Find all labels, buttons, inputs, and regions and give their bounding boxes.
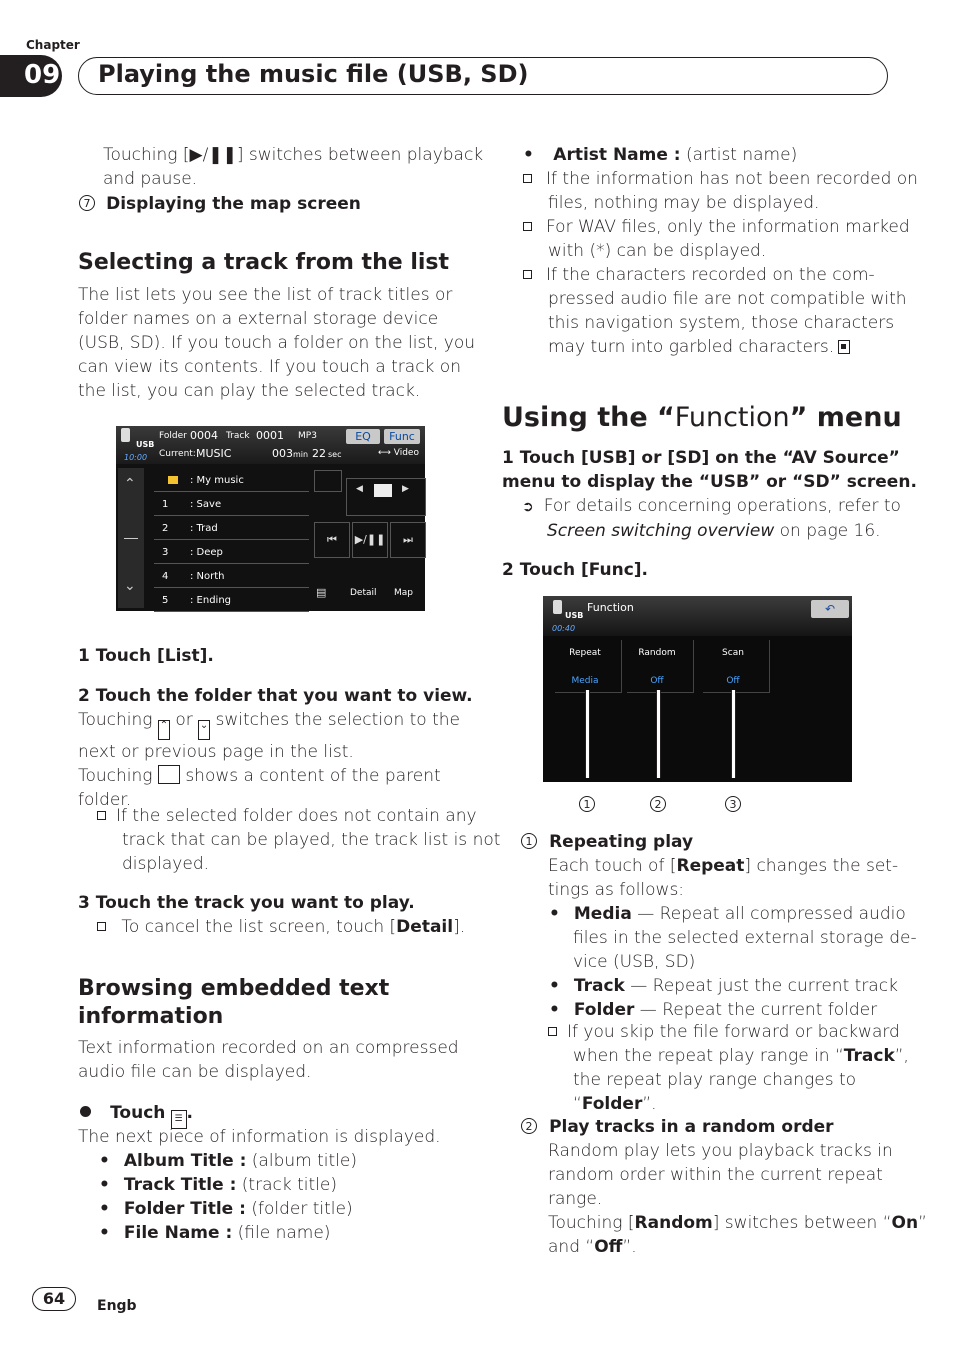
option-label: Random <box>638 648 676 658</box>
repeat-option <box>549 974 917 998</box>
page-down-icon: ⌄ <box>198 720 210 740</box>
map-button[interactable]: Map <box>394 588 413 598</box>
artist-item: • Artist Name : (artist name) <box>523 145 798 165</box>
text: may turn into garbled characters. <box>548 337 835 357</box>
option-desc-line: files in the selected external storage de- <box>573 928 917 948</box>
step-2-note <box>97 804 500 876</box>
end-mark-fill <box>841 344 846 349</box>
text: Track <box>843 1046 895 1066</box>
text: For details concerning operations, refer to <box>543 496 901 516</box>
body-line: Text information recorded on an compressed <box>78 1038 459 1058</box>
note-icon <box>548 1027 557 1036</box>
text: Detail <box>396 917 454 937</box>
usb-icon <box>121 428 130 442</box>
text: Repeat <box>676 856 745 876</box>
track-title: : Ending <box>190 595 232 606</box>
back-icon[interactable]: ↶ <box>811 600 849 618</box>
text: Touching [ <box>548 1213 635 1233</box>
text: . <box>186 1103 193 1123</box>
note-line <box>523 167 918 191</box>
bullet-icon <box>80 1106 91 1117</box>
page-down-icon[interactable]: ⌄ <box>124 578 136 594</box>
note-line <box>523 239 918 263</box>
current-label: Current: <box>159 449 196 459</box>
text: (artist name) <box>680 145 798 165</box>
track-title: : North <box>190 571 225 582</box>
section-heading <box>78 975 389 1031</box>
step-1 <box>502 446 917 494</box>
text: Random <box>634 1213 713 1233</box>
text: next or previous page in the list. <box>78 742 354 762</box>
text-info-icon: ☰ <box>171 1110 187 1129</box>
note-line <box>523 191 918 215</box>
option-label: Scan <box>722 648 744 658</box>
text: On <box>891 1213 919 1233</box>
intro-line: and pause. <box>103 169 198 189</box>
text: Artist Name : <box>553 145 681 165</box>
text: random order within the current repeat <box>548 1165 883 1185</box>
step-2: 2 Touch the folder that you want to view. <box>78 686 473 706</box>
item-7 <box>79 192 361 216</box>
option-label: Repeat <box>569 648 601 658</box>
item-heading: Play tracks in a random order <box>549 1117 834 1137</box>
text: switches the selection to the <box>215 710 460 730</box>
callout-number: 3 <box>725 796 741 812</box>
folder-icon <box>168 476 178 484</box>
callout-line <box>656 690 661 778</box>
text: ” <box>918 1213 927 1233</box>
callout-number: 1 <box>579 796 595 812</box>
callout-line <box>731 690 736 778</box>
note-icon <box>523 222 532 231</box>
list-item[interactable] <box>154 542 309 564</box>
text-info-icon[interactable]: ▤ <box>316 586 327 599</box>
text: Folder <box>581 1094 643 1114</box>
step-3-note <box>97 915 465 939</box>
parent-folder-icon <box>158 765 180 784</box>
text: For WAV files, only the information marked <box>546 217 910 237</box>
callout-number: 2 <box>650 796 666 812</box>
option-random[interactable] <box>627 640 694 693</box>
list-item[interactable] <box>154 494 309 516</box>
text: track that can be played, the track list is not <box>122 830 501 850</box>
item-label: Album Title : <box>123 1151 247 1171</box>
text: Off <box>594 1237 623 1257</box>
track-title: : My music <box>190 475 244 486</box>
text: files, nothing may be displayed. <box>548 193 820 213</box>
option-desc: — Repeat all compressed audio <box>631 904 906 924</box>
page-up-icon: ⌃ <box>158 720 170 740</box>
bullet-icon: • <box>549 904 560 924</box>
repeat-option <box>549 998 917 1022</box>
info-item <box>99 1197 357 1221</box>
note-line <box>97 828 500 852</box>
track-number: 2 <box>162 523 169 534</box>
divider <box>124 538 138 539</box>
text: or <box>175 710 193 730</box>
text: To cancel the list screen, touch [ <box>121 917 397 937</box>
callout-3 <box>725 795 741 814</box>
callout-line <box>585 690 590 778</box>
text: ”, <box>894 1046 909 1066</box>
body-line: folder names on a external storage device <box>78 309 439 329</box>
callout-1 <box>579 795 595 814</box>
page-number: 64 <box>42 1289 66 1308</box>
text: range. <box>548 1189 603 1209</box>
folder-label: Folder <box>159 431 187 441</box>
detail-button[interactable]: Detail <box>350 588 377 598</box>
format-label: MP3 <box>298 431 317 441</box>
info-item <box>99 1173 357 1197</box>
item-label: Folder Title : <box>123 1199 246 1219</box>
track-number: 5 <box>162 595 169 606</box>
prev-track-icon[interactable]: ⏮ <box>314 522 350 558</box>
item-value: (track title) <box>236 1175 337 1195</box>
page-title: Playing the music file (USB, SD) <box>98 60 529 88</box>
list-item[interactable] <box>154 566 309 588</box>
option-desc-line: vice (USB, SD) <box>573 952 696 972</box>
repeat-option <box>549 902 917 926</box>
skip-note <box>548 1020 909 1116</box>
step-2: 2 Touch [Func]. <box>502 560 649 580</box>
track-number: 3 <box>162 547 169 558</box>
parent-folder-icon[interactable] <box>314 470 342 492</box>
step-1: 1 Touch [List]. <box>78 646 214 666</box>
note-icon <box>523 174 532 183</box>
callout-number: 2 <box>521 1118 537 1134</box>
callout-number: 7 <box>79 195 95 211</box>
text: when the repeat play range in “ <box>573 1046 844 1066</box>
bullet-icon: • <box>99 1151 110 1171</box>
text: Touching <box>78 766 153 786</box>
text: and “ <box>548 1237 595 1257</box>
section-body <box>78 1036 459 1084</box>
text: shows a content of the parent <box>185 766 441 786</box>
next-folder-icon[interactable]: ▶ <box>402 484 409 494</box>
info-item <box>99 1149 357 1173</box>
item-1 <box>521 830 693 854</box>
track-list <box>154 470 309 614</box>
track-title: : Save <box>190 499 222 510</box>
note-icon <box>523 270 532 279</box>
section-body <box>78 283 475 403</box>
play-pause-icon[interactable]: ▶/❚❚ <box>352 522 388 558</box>
section-heading <box>502 402 902 433</box>
folder-number: 0004 <box>190 429 218 442</box>
min-label: min <box>293 450 309 459</box>
note-line <box>523 311 918 335</box>
list-item[interactable] <box>154 590 309 612</box>
prev-folder-icon[interactable]: ◀ <box>356 484 363 494</box>
clock: 00:40 <box>552 624 576 633</box>
callout-number: 1 <box>521 833 537 849</box>
track-number: 0001 <box>256 429 284 442</box>
track-title: : Deep <box>190 547 223 558</box>
text: this navigation system, those characters <box>548 313 895 333</box>
page-up-icon[interactable]: ⌃ <box>124 476 136 492</box>
text: folder. <box>78 790 132 810</box>
list-item[interactable] <box>154 518 309 540</box>
note-line <box>523 287 918 311</box>
end-mark-icon <box>838 340 850 354</box>
text: Each touch of [ <box>548 856 677 876</box>
text: If you skip the file forward or backward <box>567 1022 900 1042</box>
callout-2 <box>650 795 666 814</box>
option-value: Media <box>571 676 599 686</box>
list-item[interactable] <box>154 470 309 492</box>
note-line <box>523 335 918 359</box>
text: Function <box>674 402 790 433</box>
notes-list <box>523 167 918 359</box>
text: If the information has not been recorded on <box>546 169 918 189</box>
sec-label: sec <box>328 450 342 459</box>
text: “ <box>573 1094 582 1114</box>
folder-icon <box>374 484 392 497</box>
text: Screen switching overview <box>547 521 775 541</box>
body-line: The list lets you see the list of track titles or <box>78 285 453 305</box>
item-1-body <box>548 854 898 902</box>
text: pressed audio file are not compatible with <box>548 289 907 309</box>
text: If the selected folder does not contain any <box>116 806 477 826</box>
info-item <box>99 1221 357 1245</box>
bullet-icon: • <box>99 1223 110 1243</box>
clock: 10:00 <box>124 453 148 462</box>
reference <box>522 494 901 543</box>
option-desc: — Repeat the current folder <box>634 1000 878 1020</box>
item-2 <box>521 1115 834 1139</box>
text: ]. <box>453 917 466 937</box>
body-line: (USB, SD). If you touch a folder on the list, you <box>78 333 476 353</box>
eq-button[interactable]: EQ <box>346 429 380 444</box>
time-sec: 22 <box>312 447 326 460</box>
item-value: (album title) <box>246 1151 357 1171</box>
bullet-icon: • <box>549 1000 560 1020</box>
text: Touching <box>78 710 153 730</box>
bullet-icon: • <box>99 1175 110 1195</box>
option-repeat[interactable] <box>555 640 622 693</box>
repeat-options-list <box>549 902 917 1022</box>
option-desc: — Repeat just the current track <box>624 976 898 996</box>
text: Touch <box>110 1103 166 1123</box>
option-name: Folder <box>573 1000 635 1020</box>
text: ] switches between “ <box>712 1213 892 1233</box>
body-line: can view its contents. If you touch a track on <box>78 357 461 377</box>
heading-line: Browsing embedded text <box>78 976 390 1001</box>
note-icon <box>97 811 106 820</box>
item-label: File Name : <box>123 1223 233 1243</box>
option-scan[interactable] <box>703 640 770 693</box>
video-toggle[interactable]: ⟷ Video <box>378 448 419 458</box>
info-list <box>99 1149 357 1245</box>
chapter-number: 09 <box>24 60 61 90</box>
bullet-icon: • <box>549 976 560 996</box>
text: tings as follows: <box>548 880 685 900</box>
text: menu to display the “USB” or “SD” screen. <box>502 472 917 492</box>
item-value: (folder title) <box>245 1199 353 1219</box>
option-name: Media <box>573 904 632 924</box>
text: Random play lets you playback tracks in <box>548 1141 893 1161</box>
text: 1 Touch [USB] or [SD] on the “AV Source” <box>502 448 900 468</box>
usb-label: USB <box>136 440 155 449</box>
text: Using the “ <box>502 402 675 433</box>
text: The next piece of information is displayed. <box>78 1127 441 1147</box>
text: ” menu <box>789 402 902 433</box>
usb-label: USB <box>565 611 584 620</box>
list-screenshot <box>116 426 425 611</box>
func-button[interactable]: Func <box>384 429 420 444</box>
track-number: 1 <box>162 499 169 510</box>
text: on page 16. <box>774 521 881 541</box>
track-label: Track <box>226 431 250 441</box>
note-line <box>523 215 918 239</box>
next-track-icon[interactable]: ⏭ <box>390 522 426 558</box>
chapter-label: Chapter <box>26 38 80 52</box>
track-number: 4 <box>162 571 169 582</box>
intro-text <box>103 143 483 191</box>
item-2-body <box>548 1139 927 1259</box>
text: the repeat play range changes to <box>573 1070 857 1090</box>
option-value: Off <box>726 676 740 686</box>
screen-title: Function <box>587 601 634 614</box>
track-title: : Trad <box>190 523 218 534</box>
item-value: (file name) <box>232 1223 331 1243</box>
option-name: Track <box>573 976 625 996</box>
text: with (*) can be displayed. <box>548 241 767 261</box>
item-label: Track Title : <box>123 1175 237 1195</box>
step-3: 3 Touch the track you want to play. <box>78 893 415 913</box>
text: displayed. <box>122 854 210 874</box>
text: If the characters recorded on the com- <box>546 265 875 285</box>
arrow-icon: ➲ <box>522 499 534 515</box>
intro-line: Touching [▶/❚❚] switches between playback <box>103 145 484 165</box>
note-line <box>523 263 918 287</box>
text: ”. <box>642 1094 657 1114</box>
step-2-body <box>78 708 468 812</box>
item-heading: Repeating play <box>549 832 694 852</box>
text: ] changes the set- <box>744 856 899 876</box>
item-7-label: Displaying the map screen <box>106 194 361 214</box>
time-min: 003 <box>272 447 293 460</box>
usb-icon <box>553 600 562 614</box>
section-heading: Selecting a track from the list <box>78 250 450 275</box>
body-line: audio file can be displayed. <box>78 1062 312 1082</box>
current-value: MUSIC <box>196 447 232 460</box>
bullet-icon: • <box>99 1199 110 1219</box>
body-line: the list, you can play the selected track. <box>78 381 421 401</box>
note-line <box>97 852 500 876</box>
note-icon <box>97 922 106 931</box>
language-code: Engb <box>97 1298 137 1314</box>
note-line <box>97 804 500 828</box>
text: ”. <box>622 1237 637 1257</box>
heading-line: information <box>78 1004 224 1029</box>
option-value: Off <box>650 676 664 686</box>
